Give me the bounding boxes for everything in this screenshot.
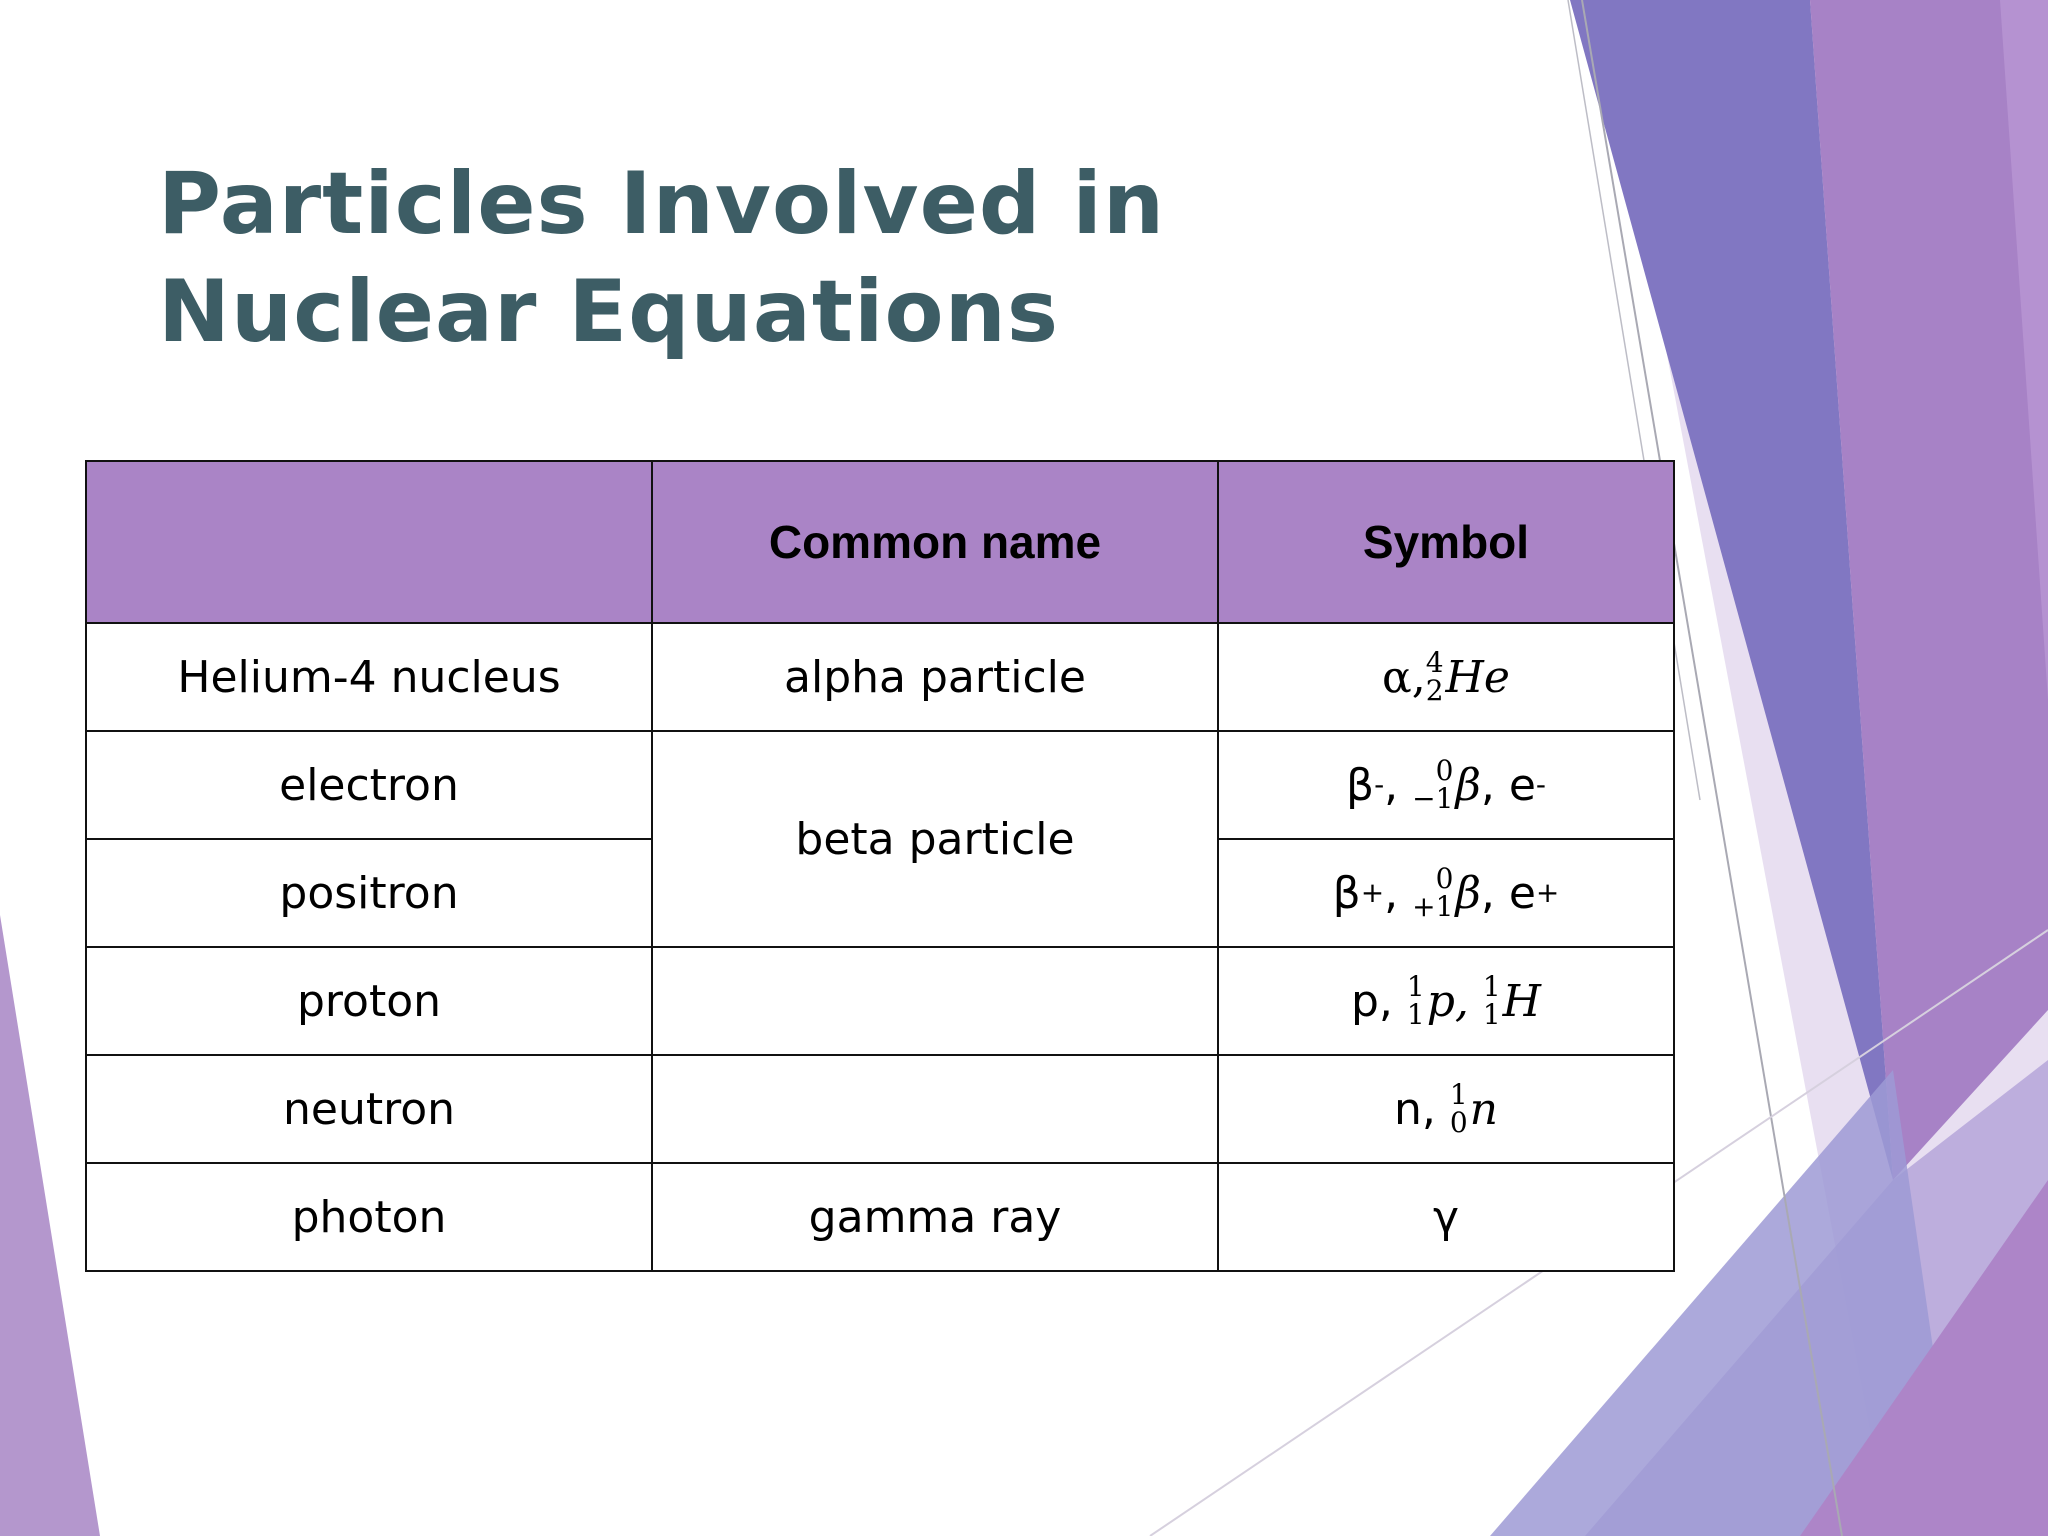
table-row bbox=[86, 731, 1674, 839]
element-symbol-2: H bbox=[1502, 975, 1542, 1027]
symbol-cell bbox=[1218, 947, 1674, 1055]
symbol-cell: β + , 0 +1 β , e + bbox=[1218, 839, 1674, 947]
particles-table bbox=[85, 460, 1675, 1272]
element-symbol: p bbox=[1426, 975, 1455, 1027]
nuclear-notation bbox=[1449, 1078, 1468, 1139]
mass-number: 4 bbox=[1425, 646, 1444, 679]
table-row bbox=[86, 1055, 1674, 1163]
element-symbol: He bbox=[1445, 651, 1510, 703]
particle-cell: proton bbox=[86, 947, 652, 1055]
header-particle bbox=[86, 461, 652, 623]
table-header-row bbox=[86, 461, 1674, 623]
mass-number: 1 bbox=[1449, 1078, 1468, 1111]
mass-number: 0 bbox=[1435, 754, 1454, 787]
symbol-cell: β - , 0 −1 β , e - bbox=[1218, 731, 1674, 839]
element-symbol: β bbox=[1455, 867, 1481, 919]
atomic-number: −1 bbox=[1412, 782, 1454, 815]
mass-number: 1 bbox=[1406, 970, 1425, 1003]
nuclear-notation bbox=[1412, 754, 1454, 815]
symbol-cell bbox=[1218, 1163, 1674, 1271]
symbol-prefix: γ bbox=[1432, 1191, 1460, 1243]
symbol-cell bbox=[1218, 1055, 1674, 1163]
particle-cell: Helium-4 nucleus bbox=[86, 623, 652, 731]
symbol-prefix: β bbox=[1332, 867, 1361, 919]
symbol-prefix: p, bbox=[1350, 975, 1407, 1027]
element-symbol: β bbox=[1455, 759, 1481, 811]
nuclear-notation-2 bbox=[1482, 970, 1501, 1031]
table-row bbox=[86, 1163, 1674, 1271]
mass-number: 0 bbox=[1435, 862, 1454, 895]
table-row bbox=[86, 947, 1674, 1055]
header-common-name: Common name bbox=[652, 461, 1218, 623]
particle-cell: positron bbox=[86, 839, 652, 947]
symbol-separator: , bbox=[1384, 759, 1413, 811]
slide-title: Particles Involved in Nuclear Equations bbox=[158, 154, 1166, 362]
atomic-number: 0 bbox=[1449, 1106, 1468, 1139]
common-name-cell bbox=[652, 1055, 1218, 1163]
common-name-cell bbox=[652, 947, 1218, 1055]
nuclear-notation bbox=[1412, 862, 1454, 923]
particle-cell: electron bbox=[86, 731, 652, 839]
symbol-suffix: , e bbox=[1480, 867, 1536, 919]
symbol-cell bbox=[1218, 623, 1674, 731]
atomic-number-2: 1 bbox=[1482, 998, 1501, 1031]
symbol-prefix: α, bbox=[1382, 651, 1426, 703]
symbol-separator: , bbox=[1384, 867, 1413, 919]
common-name-cell: alpha particle bbox=[652, 623, 1218, 731]
atomic-number: +1 bbox=[1412, 890, 1454, 923]
symbol-prefix: n, bbox=[1393, 1083, 1450, 1135]
element-symbol: n bbox=[1469, 1083, 1499, 1135]
common-name-cell: gamma ray bbox=[652, 1163, 1218, 1271]
header-symbol: Symbol bbox=[1218, 461, 1674, 623]
symbol-suffix: , e bbox=[1480, 759, 1536, 811]
nuclear-notation bbox=[1406, 970, 1425, 1031]
symbol-middle: , bbox=[1454, 975, 1483, 1027]
symbol-prefix: β bbox=[1345, 759, 1375, 811]
mass-number-2: 1 bbox=[1482, 970, 1501, 1003]
atomic-number: 1 bbox=[1406, 998, 1425, 1031]
particle-cell: neutron bbox=[86, 1055, 652, 1163]
nuclear-notation bbox=[1425, 646, 1444, 707]
common-name-cell: beta particle bbox=[652, 731, 1218, 947]
particle-cell: photon bbox=[86, 1163, 652, 1271]
atomic-number: 2 bbox=[1425, 674, 1444, 707]
table-row bbox=[86, 623, 1674, 731]
